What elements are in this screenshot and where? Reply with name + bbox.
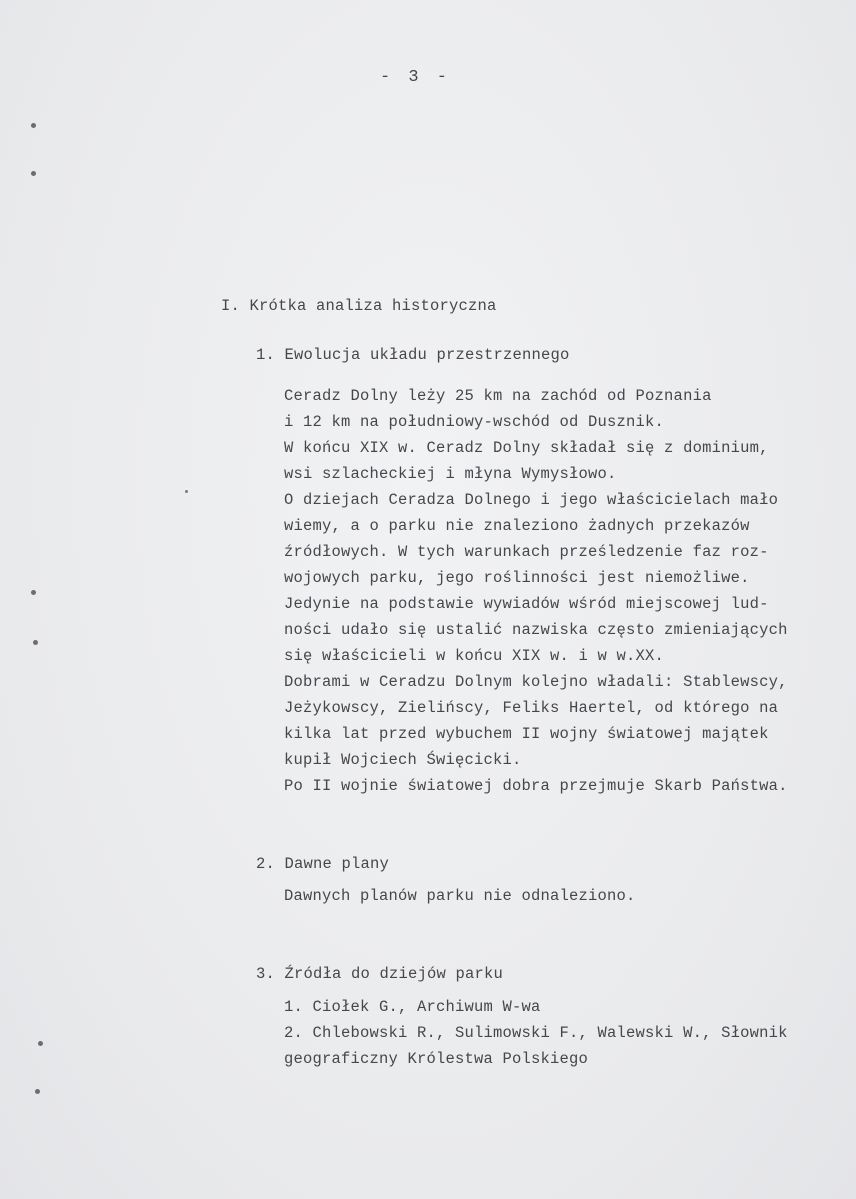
source-item: 2. Chlebowski R., Sulimowski F., Walewski W., Słownik [284,1024,788,1042]
punch-hole-mark [35,1089,40,1094]
body-line: Po II wojnie światowej dobra przejmuje Skarb Państwa. [284,777,788,795]
subsection-title: 2. Dawne plany [256,855,390,873]
body-line: kilka lat przed wybuchem II wojny światowej majątek [284,725,769,743]
source-item: geograficzny Królestwa Polskiego [284,1050,589,1068]
body-line: Ceradz Dolny leży 25 km na zachód od Poznania [284,387,712,405]
subsection-title: 1. Ewolucja układu przestrzennego [256,346,570,364]
subsection-title: 3. Źródła do dziejów parku [256,965,504,983]
punch-hole-mark [33,640,38,645]
punch-hole-mark [38,1041,43,1046]
body-line: Jeżykowscy, Zielińscy, Feliks Haertel, od którego na [284,699,779,717]
punch-hole-mark [31,123,36,128]
body-line: Dobrami w Ceradzu Dolnym kolejno władali: Stablewscy, [284,673,788,691]
punch-hole-mark [31,171,36,176]
body-line: W końcu XIX w. Ceradz Dolny składał się z dominium, [284,439,769,457]
body-line: wojowych parku, jego roślinności jest niemożliwe. [284,569,750,587]
body-line: O dziejach Ceradza Dolnego i jego właścicielach mało [284,491,779,509]
source-item: 1. Ciołek G., Archiwum W-wa [284,998,541,1016]
body-line: się właścicieli w końcu XIX w. i w w.XX. [284,647,665,665]
body-line: Jedynie na podstawie wywiadów wśród miejscowej lud- [284,595,769,613]
page-number: - 3 - [380,68,452,87]
body-line: ności udało się ustalić nazwiska często zmieniających [284,621,788,639]
section-heading: I. Krótka analiza historyczna [221,297,497,315]
paper-speck [185,490,188,493]
body-line: źródłowych. W tych warunkach prześledzenie faz roz- [284,543,769,561]
body-line: kupił Wojciech Święcicki. [284,751,522,769]
punch-hole-mark [31,590,36,595]
body-line: i 12 km na południowy-wschód od Dusznik. [284,413,665,431]
body-line: wiemy, a o parku nie znaleziono żadnych przekazów [284,517,750,535]
body-line: Dawnych planów parku nie odnaleziono. [284,887,636,905]
body-line: wsi szlacheckiej i młyna Wymysłowo. [284,465,617,483]
